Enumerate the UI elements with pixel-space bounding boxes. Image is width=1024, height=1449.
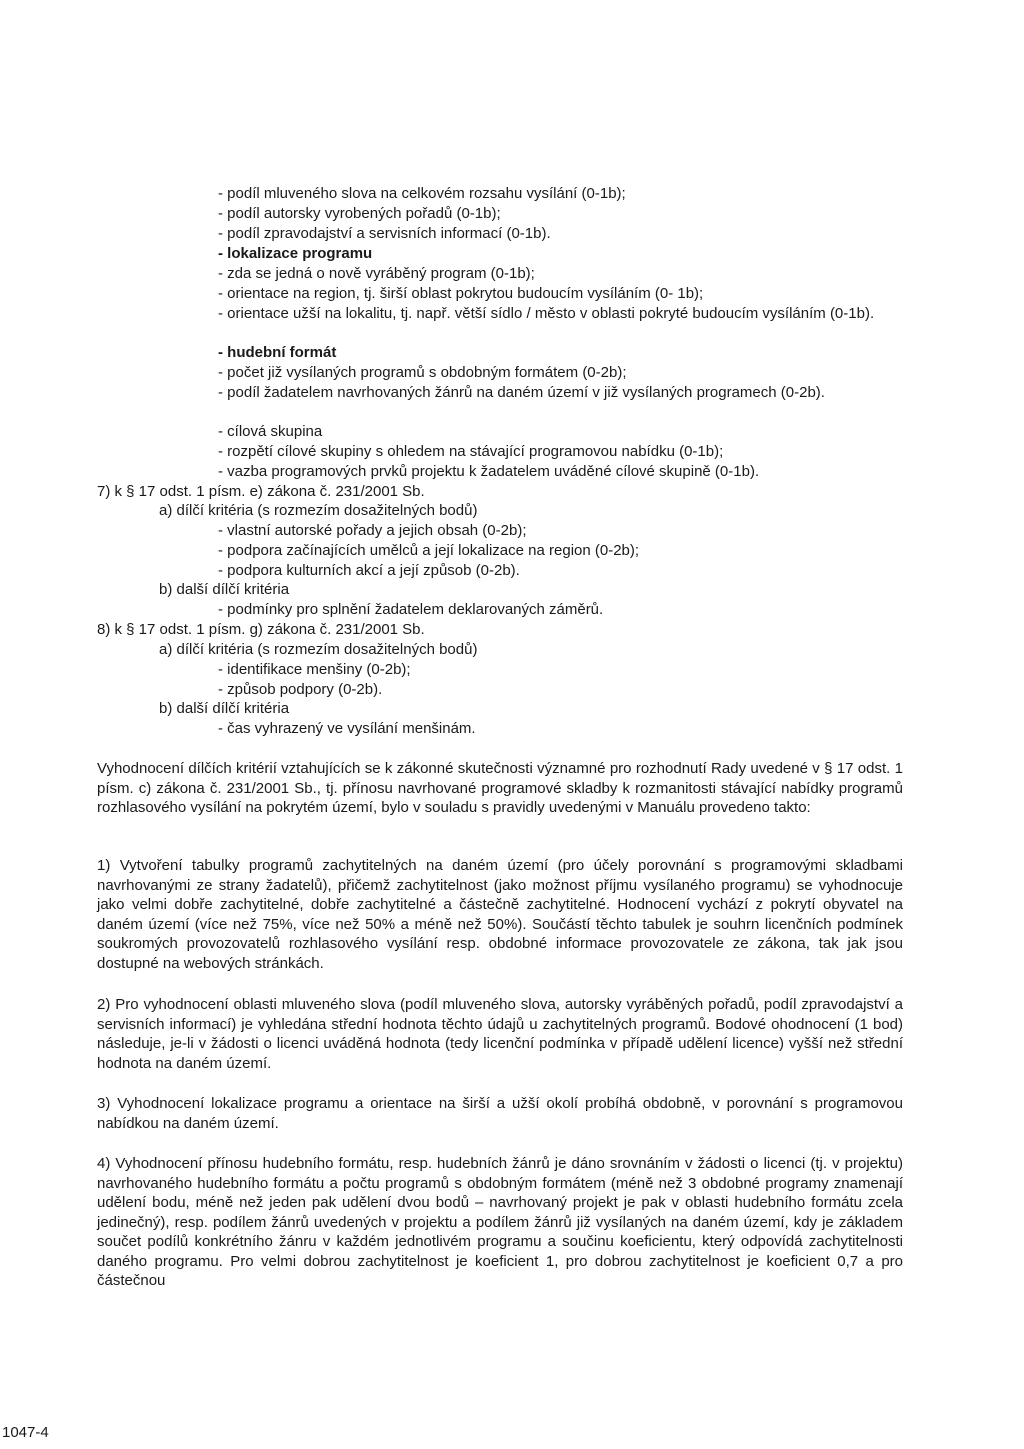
criterion-line: - orientace užší na lokalitu, tj. např. větší sídlo / město v oblasti pokryté budoucím vysíláním (0-1b). (218, 305, 875, 322)
section-heading: 8) k § 17 odst. 1 písm. g) zákona č. 231/2001 Sb. (97, 621, 425, 638)
subsection-heading: a) dílčí kritéria (s rozmezím dosažitelných bodů) (159, 502, 478, 519)
body-paragraph: 3) Vyhodnocení lokalizace programu a orientace na širší a užší okolí probíhá obdobně, v porovnání s programovou nabídkou na daném území. (97, 1095, 903, 1132)
criterion-line: - podíl mluveného slova na celkovém rozsahu vysílání (0-1b); (218, 185, 626, 202)
criterion-line: - podíl žadatelem navrhovaných žánrů na daném území v již vysílaných programech (0-2b). (218, 384, 825, 401)
criterion-heading: - hudební formát (218, 344, 337, 361)
criterion-line: - podpora kulturních akcí a její způsob (0-2b). (218, 562, 520, 579)
criterion-line: - podmínky pro splnění žadatelem deklarovaných záměrů. (218, 601, 604, 618)
criterion-line: - cílová skupina (218, 423, 323, 440)
subsection-heading: b) další dílčí kritéria (159, 581, 290, 598)
subsection-heading: b) další dílčí kritéria (159, 700, 290, 717)
criterion-line: - vazba programových prvků projektu k žadatelem uváděné cílové skupině (0-1b). (218, 463, 760, 480)
criterion-line: - podpora začínajících umělců a její lokalizace na region (0-2b); (218, 542, 640, 559)
body-paragraph: Vyhodnocení dílčích kritérií vztahujících se k zákonné skutečnosti významné pro rozhodnutí Rady uvedené v § 17 odst. 1 písm. c) zákona č. 231/2001 Sb., tj. přínosu navrhované programové skladby k rozmanitosti stávající nabídky programů rozhlasového vysílání na pokrytém území, bylo v souladu s pravidly uvedenými v Manuálu provedeno takto: (97, 760, 903, 816)
criterion-line: - vlastní autorské pořady a jejich obsah (0-2b); (218, 522, 527, 539)
criterion-line: - identifikace menšiny (0-2b); (218, 661, 411, 678)
criterion-line: - podíl autorsky vyrobených pořadů (0-1b); (218, 205, 501, 222)
criterion-line: - zda se jedná o nově vyráběný program (0-1b); (218, 265, 535, 282)
criterion-line: - podíl zpravodajství a servisních informací (0-1b). (218, 225, 551, 242)
criterion-heading: - lokalizace programu (218, 245, 373, 262)
body-paragraph: 4) Vyhodnocení přínosu hudebního formátu, resp. hudebních žánrů je dáno srovnáním v žádosti o licenci (tj. v projektu) navrhovaného hudebního formátu a počtu programů s obdobným formátem (méně než 3 obdobné programy znamenají udělení bodu, méně než jeden pak udělení dvou bodů – navrhovaný projekt je pak v oblasti hudebního formátu zcela jedinečný), resp. podílem žánrů uvedených v projektu a podílem žánrů již vysílaných na daném území, kdy je základem součet podílů konkrétního žánru v každém jednotlivém programu a součinu koeficientu, který odpovídá zachytitelnosti daného programu. Pro velmi dobrou zachytitelnost je koeficient 1, pro dobrou zachytitelnost je koeficient 0,7 a pro částečnou (97, 1155, 903, 1289)
criterion-line: - počet již vysílaných programů s obdobným formátem (0-2b); (218, 364, 627, 381)
body-paragraph: 2) Pro vyhodnocení oblasti mluveného slova (podíl mluveného slova, autorsky vyráběných pořadů, podíl zpravodajství a servisních informací) je vyhledána střední hodnota těchto údajů u zachytitelných programů. Bodové ohodnocení (1 bod) následuje, je-li v žádosti o licenci uváděná hodnota (tedy licenční podmínka v případě udělení licence) vyšší než střední hodnota na daném území. (97, 996, 903, 1072)
criterion-line: - čas vyhrazený ve vysílání menšinám. (218, 720, 476, 737)
criterion-line: - způsob podpory (0-2b). (218, 681, 383, 698)
page-number: 1047-4 (2, 1424, 49, 1441)
section-heading: 7) k § 17 odst. 1 písm. e) zákona č. 231/2001 Sb. (97, 483, 425, 500)
subsection-heading: a) dílčí kritéria (s rozmezím dosažitelných bodů) (159, 641, 478, 658)
body-paragraph: 1) Vytvoření tabulky programů zachytitelných na daném území (pro účely porovnání s programovými skladbami navrhovanými ze strany žadatelů), přičemž zachytitelnost (jako možnost příjmu vysílaného programu) se vyhodnocuje jako velmi dobře zachytitelné, dobře zachytitelné a částečně zachytitelné. Hodnocení vychází z pokrytí obyvatel na daném území (více než 75%, více než 50% a méně než 50%). Součástí těchto tabulek je souhrn licenčních podmínek soukromých provozovatelů rozhlasového vysílání resp. obdobné informace provozovatele ze zákona, tak jak jsou dostupné na webových stránkách. (97, 857, 903, 972)
criterion-line: - orientace na region, tj. širší oblast pokrytou budoucím vysíláním (0- 1b); (218, 285, 704, 302)
criterion-line: - rozpětí cílové skupiny s ohledem na stávající programovou nabídku (0-1b); (218, 443, 724, 460)
